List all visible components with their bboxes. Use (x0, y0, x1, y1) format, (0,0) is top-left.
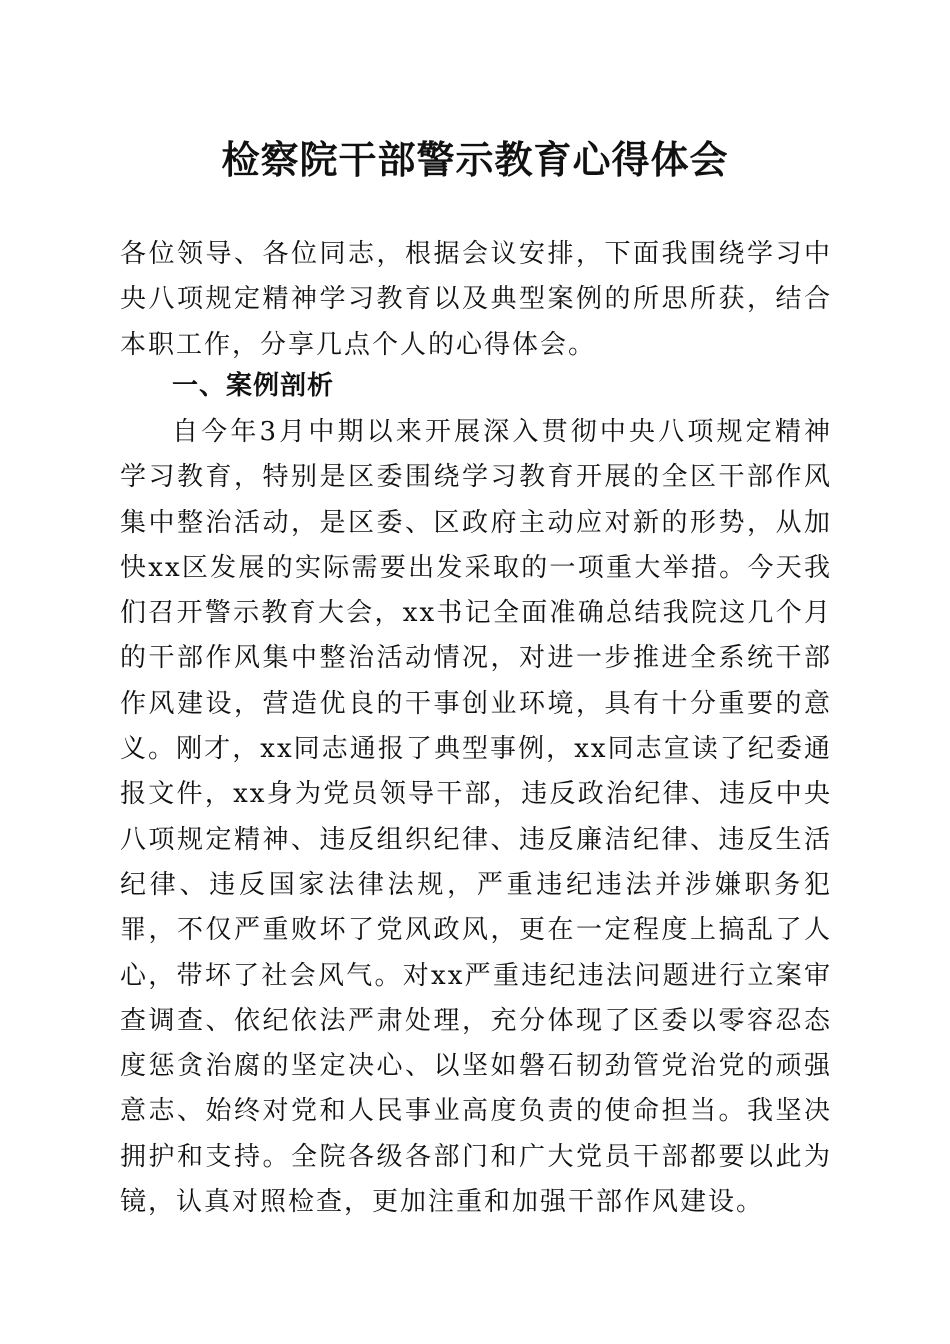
section-heading: 一、案例剖析 (172, 371, 335, 401)
intro-paragraph: 各位领导、各位同志，根据会议安排，下面我围绕学习中央八项规定精神学习教育以及典型案例的所思所获，结合本职工作，分享几点个人的心得体会。 (120, 239, 832, 360)
document-title: 检察院干部警示教育心得体会 (221, 137, 729, 182)
case-analysis-paragraph: 自今年3月中期以来开展深入贯彻中央八项规定精神学习教育，特别是区委围绕学习教育开展的全区干部作风集中整治活动，是区委、区政府主动应对新的形势，从加快xx区发展的实际需要出发采取的一项重大举措。今天我们召开警示教育大会，xx书记全面准确总结我院这几个月的干部作风集中整治活动情况，对进一步推进全系统干部作风建设，营造优良的干事创业环境，具有十分重要的意义。刚才，xx同志通报了典型事例，xx同志宣读了纪委通报文件，xx身为党员领导干部，违反政治纪律、违反中央八项规定精神、违反组织纪律、违反廉洁纪律、违反生活纪律、违反国家法律法规，严重违纪违法并涉嫌职务犯罪，不仅严重败坏了党风政风，更在一定程度上搞乱了人心，带坏了社会风气。对xx严重违纪违法问题进行立案审查调查、依纪依法严肃处理，充分体现了区委以零容忍态度惩贪治腐的坚定决心、以坚如磐石韧劲管党治党的顽强意志、始终对党和人民事业高度负责的使命担当。我坚决拥护和支持。全院各级各部门和广大党员干部都要以此为镜，认真对照检查，更加注重和加强干部作风建设。 (120, 417, 832, 1218)
